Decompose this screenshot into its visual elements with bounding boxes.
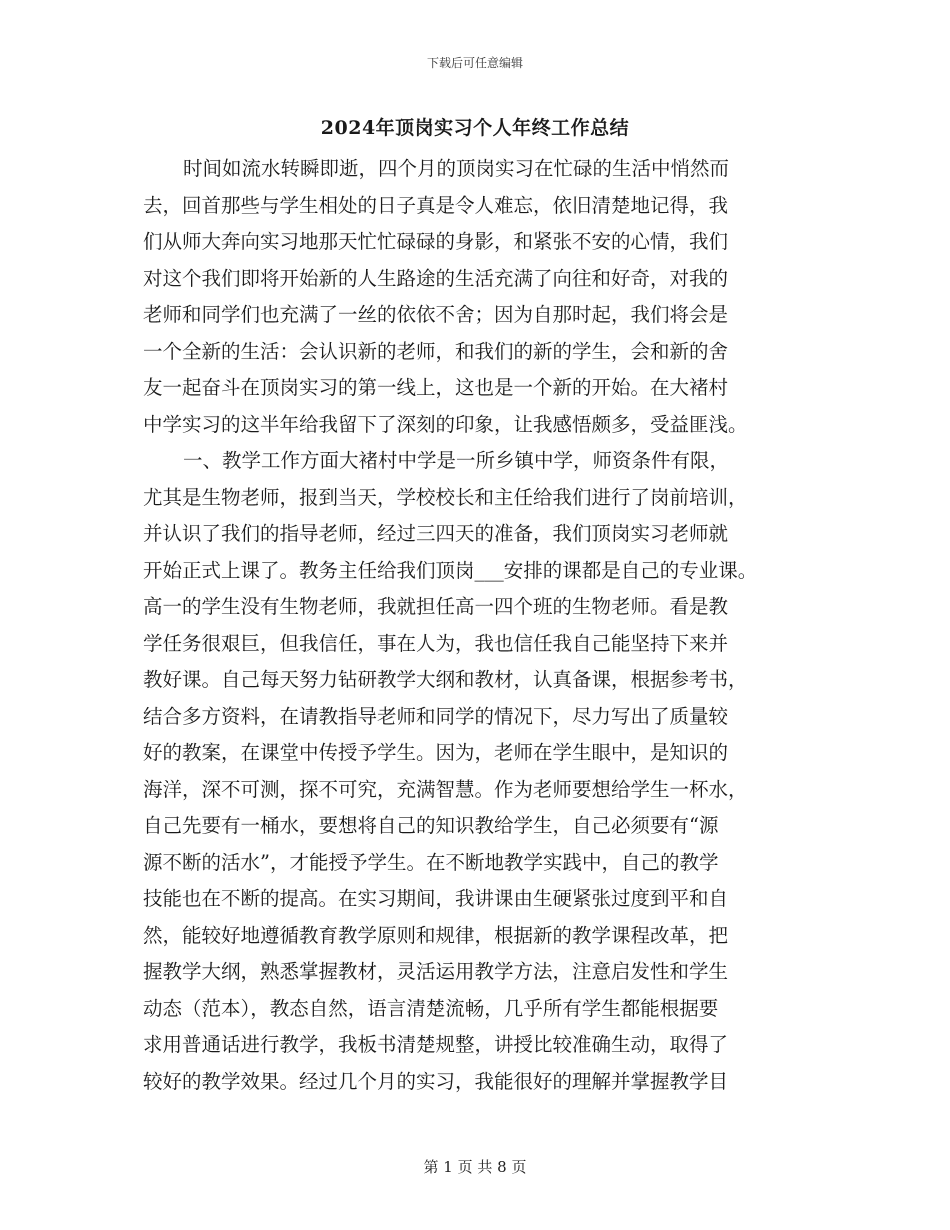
body-line: 一、教学工作方面大褚村中学是一所乡镇中学，师资条件有限， xyxy=(183,449,730,472)
body-line: 去，回首那些与学生相处的日子真是令人难忘，依旧清楚地记得，我 xyxy=(143,193,729,217)
body-line: 源不断的活水”，才能授予学生。在不断地教学实践中，自己的教学 xyxy=(143,850,719,874)
body-line: 高一的学生没有生物老师，我就担任高一四个班的生物老师。看是教 xyxy=(143,595,729,618)
body-line: 对这个我们即将开始新的人生路途的生活充满了向往和好奇，对我的 xyxy=(143,266,729,290)
body-line: 自己先要有一桶水，要想将自己的知识教给学生，自己必须要有“源 xyxy=(143,814,719,837)
document-body xyxy=(143,151,823,1100)
body-line: 结合多方资料，在请教指导老师和同学的情况下，尽力写出了质量较 xyxy=(143,704,729,728)
body-line: 动态（范本），教态自然，语言清楚流畅，几乎所有学生都能根据要 xyxy=(143,996,719,1020)
body-line: 好的教案，在课堂中传授予学生。因为，老师在学生眼中，是知识的 xyxy=(143,741,729,764)
body-line: 较好的教学效果。经过几个月的实习，我能很好的理解并掌握教学目 xyxy=(143,1069,729,1093)
body-line: 握教学大纲，熟悉掌握教材，灵活运用教学方法，注意启发性和学生 xyxy=(143,960,729,983)
body-line: 中学实习的这半年给我留下了深刻的印象，让我感悟颇多，受益匪浅。 xyxy=(143,412,748,436)
body-line: 一个全新的生活：会认识新的老师，和我们的新的学生，会和新的舍 xyxy=(143,339,729,363)
body-line: 尤其是生物老师，报到当天，学校校长和主任给我们进行了岗前培训， xyxy=(143,485,748,509)
body-line: 老师和同学们也充满了一丝的依依不舍；因为自那时起，我们将会是 xyxy=(143,303,729,326)
body-line: 时间如流水转瞬即逝，四个月的顶岗实习在忙碌的生活中悄然而 xyxy=(183,157,730,180)
header-note: 下载后可任意编辑 xyxy=(426,56,523,70)
body-line: 海洋，深不可测，探不可究，充满智慧。作为老师要想给学生一杯水， xyxy=(143,777,748,801)
body-line: 教好课。自己每天努力钻研教学大纲和教材，认真备课，根据参考书， xyxy=(143,668,748,691)
body-line: 学任务很艰巨，但我信任，事在人为，我也信任我自己能坚持下来并 xyxy=(143,631,729,655)
page-number-footer: 第 1 页 共 8 页 xyxy=(423,1158,527,1176)
body-line: 并认识了我们的指导老师，经过三四天的准备，我们顶岗实习老师就 xyxy=(143,522,729,545)
body-line: 求用普通话进行教学，我板书清楚规整，讲授比较准确生动，取得了 xyxy=(143,1033,729,1056)
body-line: 技能也在不断的提高。在实习期间，我讲课由生硬紧张过度到平和自 xyxy=(143,887,729,910)
body-line: 友一起奋斗在顶岗实习的第一线上，这也是一个新的开始。在大褚村 xyxy=(143,376,729,399)
document-title: 2024年顶岗实习个人年终工作总结 xyxy=(320,117,630,139)
body-line: 们从师大奔向实习地那天忙忙碌碌的身影，和紧张不安的心情，我们 xyxy=(143,230,729,253)
body-line: 开始正式上课了。教务主任给我们顶岗___安排的课都是自己的专业课。 xyxy=(143,558,758,582)
body-line: 然，能较好地遵循教育教学原则和规律，根据新的教学课程改革，把 xyxy=(143,923,729,947)
